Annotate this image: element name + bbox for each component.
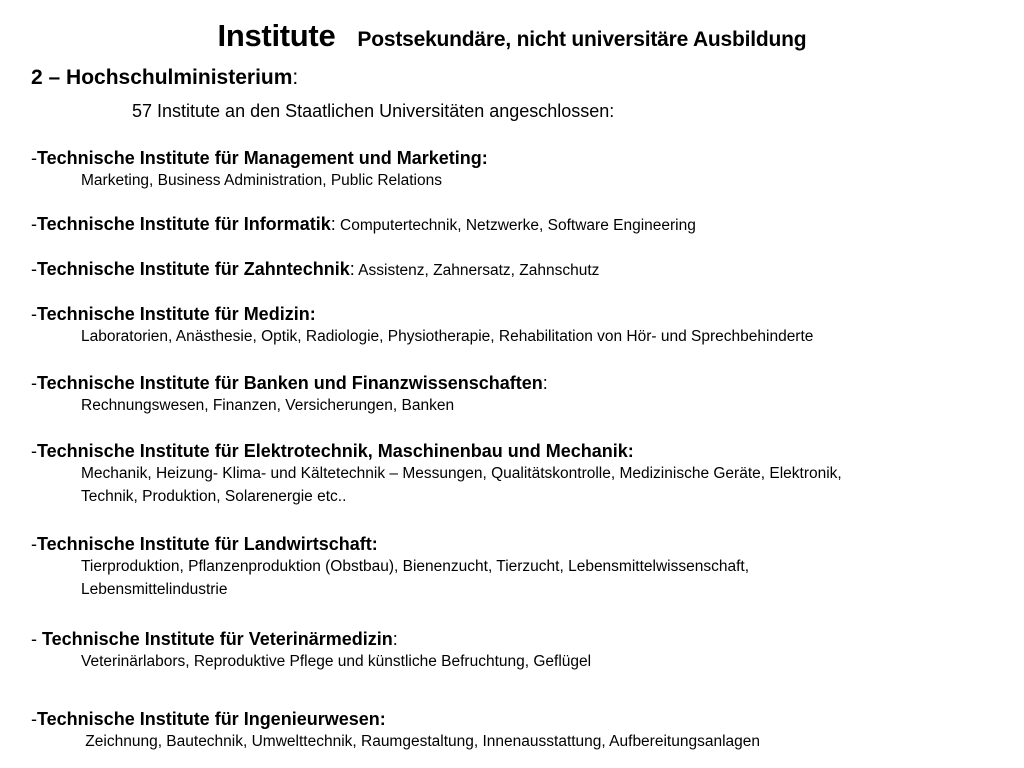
entry-heading: -Technische Institute für Informatik: Computertechnik, Netzwerke, Software Engineering	[31, 214, 696, 234]
slide-title	[0, 18, 1024, 54]
institute-entry-management	[31, 147, 1001, 192]
institute-entry-elektrotechnik	[31, 440, 1001, 508]
entry-description: Lebensmittelindustrie	[81, 581, 228, 598]
entry-heading: -Technische Institute für Management und Marketing:	[31, 148, 488, 168]
entry-heading: -Technische Institute für Zahntechnik: Assistenz, Zahnersatz, Zahnschutz	[31, 259, 600, 279]
entry-description: Zeichnung, Bautechnik, Umwelttechnik, Raumgestaltung, Innenausstattung, Aufbereitungsanlagen	[81, 733, 760, 750]
ministry-label: 2 – Hochschulministerium	[31, 66, 293, 89]
entry-heading: -Technische Institute für Medizin:	[31, 304, 316, 324]
institute-entry-zahntechnik	[31, 258, 1001, 282]
entry-description: Veterinärlabors, Reproduktive Pflege und künstliche Befruchtung, Geflügel	[81, 653, 592, 670]
entry-description: Computertechnik, Netzwerke, Software Engineering	[335, 217, 696, 234]
ministry-heading	[31, 66, 298, 90]
entry-heading: -Technische Institute für Landwirtschaft:	[31, 534, 378, 554]
entry-description: Marketing, Business Administration, Public Relations	[81, 172, 442, 189]
entry-description: Laboratorien, Anästhesie, Optik, Radiologie, Physiotherapie, Rehabilitation von Hör- und Sprechbehinderte	[81, 328, 814, 345]
ministry-colon: :	[292, 66, 299, 89]
institute-entry-medizin	[31, 303, 1001, 348]
entry-description: Rechnungswesen, Finanzen, Versicherungen, Banken	[81, 397, 455, 414]
entry-description: Mechanik, Heizung- Klima- und Kältetechnik – Messungen, Qualitätskontrolle, Medizinische Geräte, Elektronik,	[81, 465, 842, 482]
entry-heading: -Technische Institute für Elektrotechnik, Maschinenbau und Mechanik:	[31, 441, 634, 461]
institute-entry-veterinaermedizin	[31, 628, 1001, 673]
entry-description: Technik, Produktion, Solarenergie etc..	[81, 488, 347, 505]
institute-entry-ingenieurwesen	[31, 708, 1001, 753]
intro-text: 57 Institute an den Staatlichen Universitäten angeschlossen:	[132, 101, 615, 121]
entry-description: Tierproduktion, Pflanzenproduktion (Obstbau), Bienenzucht, Tierzucht, Lebensmittelwissenschaft,	[81, 558, 749, 575]
institute-entry-informatik	[31, 213, 1001, 237]
entry-heading: -Technische Institute für Banken und Finanzwissenschaften:	[31, 373, 548, 393]
institute-entry-landwirtschaft	[31, 533, 1001, 601]
entry-description: Assistenz, Zahnersatz, Zahnschutz	[354, 262, 600, 279]
entry-heading: - Technische Institute für Veterinärmedizin:	[31, 629, 398, 649]
institute-entry-banken	[31, 372, 1001, 417]
title-main: Institute	[217, 18, 336, 53]
entry-heading: -Technische Institute für Ingenieurwesen:	[31, 709, 386, 729]
title-subtitle: Postsekundäre, nicht universitäre Ausbildung	[357, 28, 807, 51]
